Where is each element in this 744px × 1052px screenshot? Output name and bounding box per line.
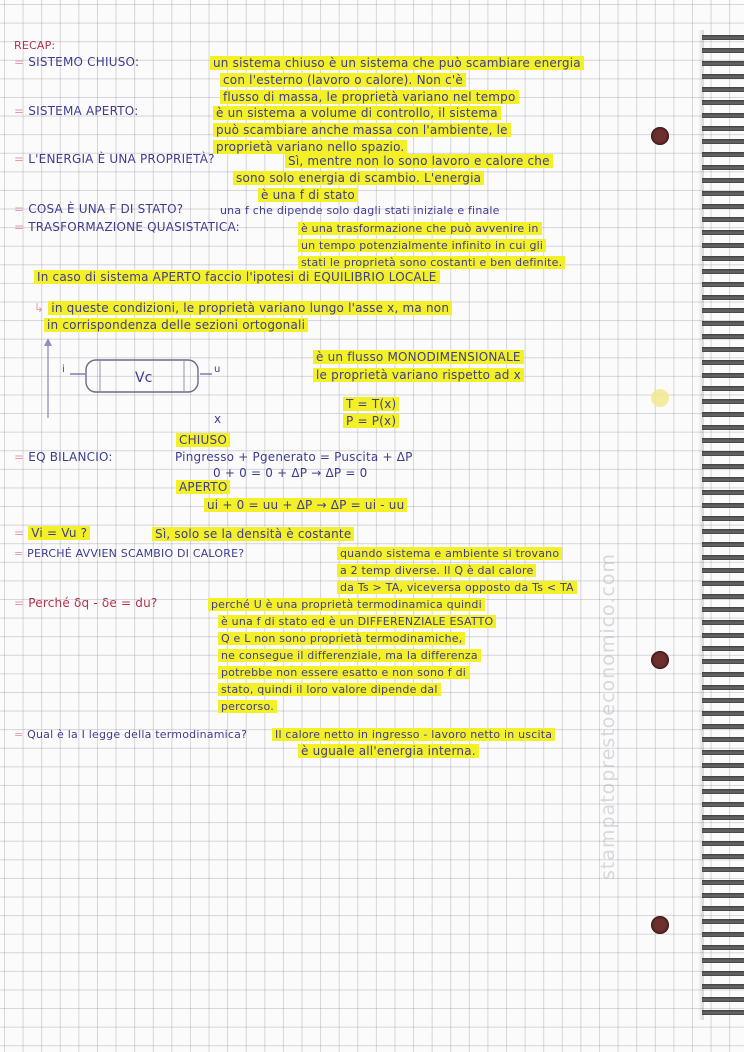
legge-line: Il calore netto in ingresso - lavoro netto in uscita [272,727,555,742]
item-line: stati le proprietà sono costanti e ben definite. [298,255,565,270]
vc-label: Vc [135,370,153,386]
item-label-sistema-aperto: = SISTEMA APERTO: [14,104,139,118]
chiuso-label: CHIUSO [176,433,230,448]
legge-line: è uguale all'energia interna. [298,744,479,759]
calore-line: a 2 temp diverse. Il Q è dal calore [337,563,536,578]
du-line: potrebbe non essere esatto e non sono f di [218,665,469,680]
item-line: un sistema chiuso è un sistema che può scambiare energia [210,56,584,71]
equation-t: T = T(x) [343,397,399,412]
du-line: Q e L non sono proprietà termodinamiche, [218,631,465,646]
vi-vu-question: = Vi = Vu ? [14,526,90,541]
item-line: un tempo potenzialmente infinito in cui gli [298,238,546,253]
spiral-binding [702,30,744,1020]
item-label-sistema-chiuso: = SISTEMO CHIUSO: [14,55,140,69]
du-line: ne consegue il differenziale, ma la differenza [218,648,481,663]
punch-hole [651,127,669,145]
du-line: percorso. [218,699,277,714]
aperto-label: APERTO [176,480,230,495]
item-line: flusso di massa, le proprietà variano nel tempo [220,90,519,105]
calore-question: = PERCHÉ AVVIEN SCAMBIO DI CALORE? [14,547,245,560]
inlet-label: i [62,364,65,375]
item-line: è una trasformazione che può avvenire in [298,221,542,236]
eq-bilancio-label: = EQ BILANCIO: [14,450,113,464]
du-question: = Perché δq - δe = du? [14,596,158,610]
legge-question: = Qual è la I legge della termodinamica? [14,728,248,741]
calore-line: da Ts > TA, viceversa opposto da Ts < TA [337,580,577,595]
item-label-energia: = L'ENERGIA È UNA PROPRIETÀ? [14,152,215,166]
item-line: proprietà variano nello spazio. [213,140,407,155]
item-line: è una f di stato [258,188,358,203]
conditions-line: in corrispondenza delle sezioni ortogonali [44,318,308,333]
du-line: stato, quindi il loro valore dipende dal [218,682,441,697]
item-line: con l'esterno (lavoro o calore). Non c'è [220,73,466,88]
punch-hole [651,916,669,934]
item-line: è un sistema a volume di controllo, il sistema [213,106,501,121]
du-line: perché U è una proprietà termodinamica quindi [208,597,485,612]
item-label-quasistatica: = TRASFORMAZIONE QUASISTATICA: [14,220,240,234]
y-axis-arrow [44,338,52,346]
du-line: è una f di stato ed è un DIFFERENZIALE ESATTO [218,614,496,629]
punch-hole [651,651,669,669]
outlet-label: u [214,364,221,375]
punch-hole-light [651,389,669,407]
item-line: può scambiare anche massa con l'ambiente, le [213,123,511,138]
open-system-line: In caso di sistema APERTO faccio l'ipotesi di EQUILIBRIO LOCALE [34,270,440,285]
eq-line: 0 + 0 = 0 + ΔP → ΔP = 0 [213,466,368,480]
recap-heading: RECAP: [14,39,56,52]
calore-line: quando sistema e ambiente si trovano [337,546,562,561]
flow-desc-line: le proprietà variano rispetto ad x [313,368,524,383]
flow-desc-line: è un flusso MONODIMENSIONALE [313,350,524,365]
item-label-funzione-stato: = COSA È UNA F DI STATO? [14,202,184,216]
watermark: stampatoprestoeconomico.com [597,553,619,880]
conditions-line: ↳ in queste condizioni, le proprietà variano lungo l'asse x, ma non [34,301,452,316]
x-axis-label: x [214,412,222,426]
eq-line: Pingresso + Pgenerato = Puscita + ΔP [175,450,413,464]
item-line: una f che dipende solo dagli stati iniziale e finale [220,204,500,217]
item-line: sono solo energia di scambio. L'energia [233,171,484,186]
vi-vu-answer: Sì, solo se la densità è costante [152,527,354,542]
control-volume-diagram [40,338,240,428]
aperto-eq: ui + 0 = uu + ΔP → ΔP = ui - uu [204,498,407,513]
item-line: Sì, mentre non lo sono lavoro e calore che [285,154,553,169]
equation-p: P = P(x) [343,414,399,429]
